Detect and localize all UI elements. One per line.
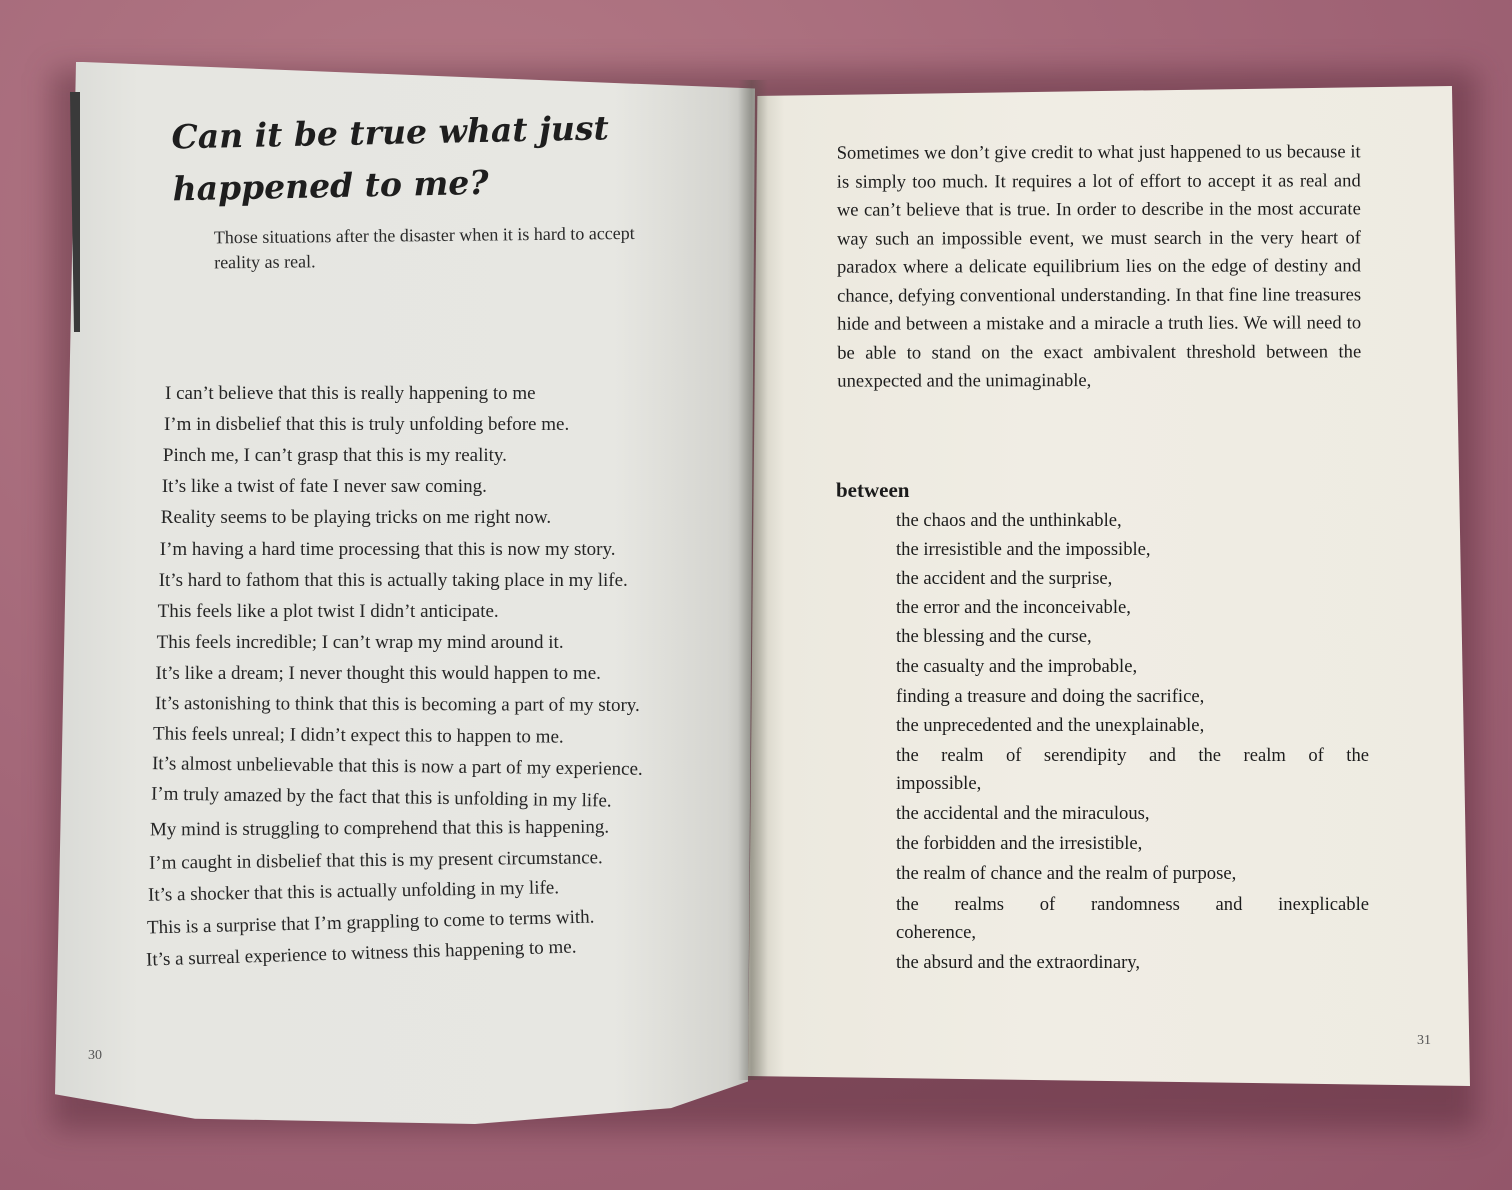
- page-number-left: 30: [88, 1048, 102, 1063]
- list-line: the realm of serendipity and the realm of the: [896, 745, 1369, 766]
- poem-line: It’s like a dream; I never thought this would happen to me.: [155, 662, 601, 684]
- list-line: the casualty and the improbable,: [896, 656, 1138, 677]
- poem-line: This feels like a plot twist I didn’t anticipate.: [157, 600, 499, 622]
- chapter-title: Can it be true what just happened to me?: [171, 108, 610, 209]
- poem-line: It’s almost unbelievable that this is now a part of my experience.: [152, 753, 644, 781]
- book-gutter: [738, 80, 768, 1080]
- poem-line: This feels unreal; I didn’t expect this to happen to me.: [153, 723, 565, 748]
- list-line: the forbidden and the irresistible,: [896, 833, 1143, 854]
- poem-line: It’s astonishing to think that this is becoming a part of my story.: [154, 693, 640, 716]
- list-line: coherence,: [896, 922, 976, 943]
- poem-line: I’m truly amazed by the fact that this is unfolding in my life.: [151, 783, 613, 812]
- list-line: the unprecedented and the unexplainable,: [896, 715, 1205, 736]
- poem-line: It’s a surreal experience to witness this happening to me.: [145, 936, 577, 971]
- list-line: the realms of randomness and inexplicable: [896, 894, 1369, 915]
- poem-line: This is a surprise that I’m grappling to come to terms with.: [146, 906, 595, 939]
- poem-line: It’s a shocker that this is actually unfolding in my life.: [148, 876, 560, 906]
- list-line: impossible,: [896, 773, 982, 794]
- list-line: the chaos and the unthinkable,: [896, 510, 1122, 531]
- poem-line: I’m in disbelief that this is truly unfolding before me.: [163, 414, 570, 436]
- list-line: the accidental and the miraculous,: [896, 803, 1150, 824]
- list-line: the blessing and the curse,: [896, 626, 1092, 647]
- list-line: the absurd and the extraordinary,: [896, 952, 1141, 973]
- poem-line: My mind is struggling to comprehend that this is happening.: [150, 816, 610, 841]
- list-line: the realm of chance and the realm of purpose,: [896, 863, 1237, 884]
- list-line: the irresistible and the impossible,: [896, 539, 1151, 560]
- right-paragraph: Sometimes we don’t give credit to what just happened to us because it is simply too much. It requires a lot of effort to accept it as real and we can’t believe that is true. In order to describe in the most accurate way such an impossible event, we must search in the very heart of paradox where a delicate equilibrium lies on the edge of destiny and chance, defying conventional understanding. In that fine line treasures hide and between a mistake and a miracle a truth lies. We will need to be able to stand on the exact ambivalent threshold between the unexpected and the unimaginable,: [836, 141, 1362, 392]
- poem-line: I’m having a hard time processing that this is now my story.: [159, 538, 616, 560]
- poem-line: It’s like a twist of fate I never saw coming.: [161, 476, 487, 498]
- list-line: the error and the inconceivable,: [896, 597, 1131, 618]
- poem-line: Pinch me, I can’t grasp that this is my reality.: [162, 445, 507, 467]
- page-number-right: 31: [1417, 1033, 1431, 1048]
- poem-line: I can’t believe that this is really happening to me: [165, 383, 536, 404]
- poem-line: I’m caught in disbelief that this is my present circumstance.: [149, 846, 604, 874]
- between-heading: between: [836, 478, 910, 502]
- poem-line: It’s hard to fathom that this is actually taking place in my life.: [158, 569, 628, 591]
- poem-line: This feels incredible; I can’t wrap my mind around it.: [156, 631, 564, 653]
- list-line: the accident and the surprise,: [896, 568, 1113, 589]
- poem-line: Reality seems to be playing tricks on me right now.: [160, 507, 552, 529]
- list-line: finding a treasure and doing the sacrifice,: [896, 686, 1205, 707]
- chapter-subtitle: Those situations after the disaster when it is hard to accept reality as real.: [213, 222, 635, 273]
